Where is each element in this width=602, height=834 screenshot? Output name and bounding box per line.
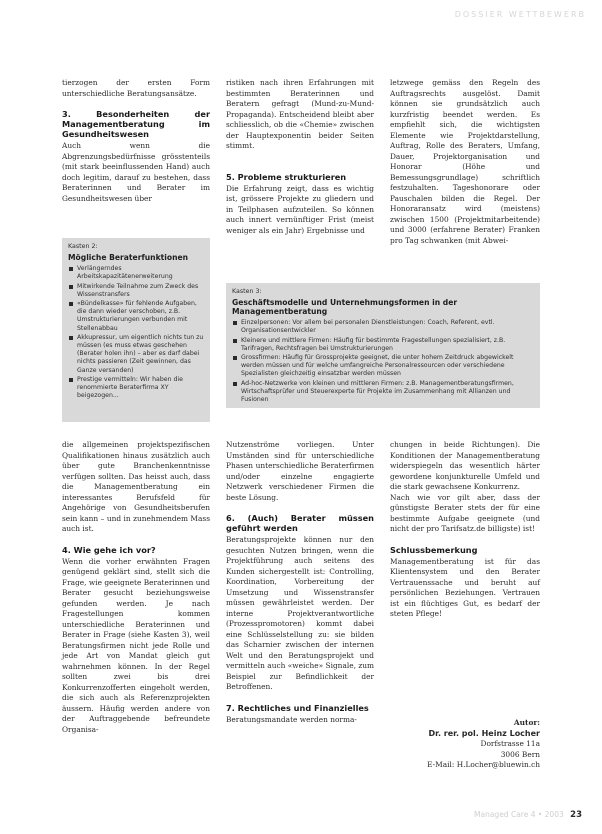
box-3-item: Kleinere und mittlere Firmen: Häufig für bestimmte Fragestellungen spezialisiert, z.B. Tarifragen, Rechtsfragen bei Umstrukturierungen — [232, 337, 534, 353]
author-block — [390, 718, 540, 771]
box-3-item: Grossfirmen: Häufig für Grossprojekte geeignet, die unter hohem Zeitdruck abgewickelt werden müssen und für welche umfangreiche Personalressourcen oder verschiedene Spezialisten gleichzeitig einsatzbar werden müssen — [232, 354, 534, 379]
section-7-heading: 7. Rechtliches und Finanzielles — [226, 702, 369, 713]
section-3-heading: 3. Besonderheiten der Managementberatung im Gesundheitswesen — [62, 109, 210, 139]
col2-top — [226, 78, 374, 236]
box-2-item: Akkupressur, um eigentlich nichts tun zu müssen (es muss etwas geschehen (Berater holen ihn) – aber es darf dabei nichts passieren (Zeit gewinnen, das Ganze versanden) — [68, 334, 204, 375]
box-2 — [62, 238, 210, 422]
col2-para1: ristiken nach ihren Erfahrungen mit bestimmten Beraterinnen und Beratern gefragt (Mund-zu-Mund-Propaganda). Entscheidend bleibt aber schliesslich, ob die «Chemie» zwischen der Hauptexponentin beider Seiten stimmt. — [226, 78, 374, 150]
col2-bottom-para1: Nutzenströme vorliegen. Unter Umständen sind für unterschiedliche Phasen unterschiedliche Beraterfirmen und/oder einzelne engagierte Netzwerk verschiedener Firmen die beste Lösung. — [226, 440, 374, 502]
col3-bottom — [390, 440, 540, 620]
box-2-item: «Bündelkasse» für fehlende Aufgaben, die dann wieder verschoben, z.B. Umstrukturierungen verbunden mit Stellenabbau — [68, 300, 204, 333]
section-4-body: Wenn die vorher erwähnten Fragen genügend geklärt sind, stellt sich die Frage, wie geeignete Beraterinnen und Berater gesucht beziehungsweise gefunden werden. Je nach Fragestellungen kommen unterschiedliche Beraterinnen und Berater in Frage (siehe Kasten 3), weil Beratungsfirmen nicht jede Rolle und jede Art von Mandat gleich gut wahrnehmen können. In der Regel sollten zwei bis drei Konkurrenzofferten eingeholt werden, die sich auch als Referenzprojekten äussern. Häufig werden andere von der Auftraggebende befreundete Organisa- — [62, 556, 210, 734]
box-3-list — [232, 319, 534, 404]
section-7-body: Beratungsmandate werden norma- — [226, 714, 357, 724]
col3-para1: letzwege gemäss den Regeln des Auftragsrechts ausgelöst. Damit können sie grundsätzlich auch kurzfristig beendet werden. Es empfiehlt sich, die wichtigsten Elemente wie Projektdarstellung, Auftrag, Rolle des Beraters, Umfang, Dauer, Projektorganisation und Honorar (Höhe und Bemessungsgrundlage) schriftlich festzuhalten. Tageshonorare oder Pauschalen bilden die Regel. Der Honoraransatz wird (meistens) zwischen 1500 (Projektmitarbeitende) und 3000 (erfahrene Berater) Franken pro Tag schwanken (mit Abwei- — [390, 78, 540, 245]
conclusion-body: Managementberatung ist für das Klientensystem und den Berater Vertrauenssache und beruht auf persönlichen Beziehungen. Vertrauen ist ein flüchtiges Gut, es bedarf der steten Pflege! — [390, 556, 540, 618]
section-3-body: Auch wenn die Abgrenzungsbedürfnisse grösstenteils (mit stark beeinflussenden Hand) auch doch legitim, darauf zu bestehen, dass Beraterinnen und Berater im Gesundheitswesen über — [62, 141, 210, 203]
author-address: Dorfstrasse 11a — [480, 739, 540, 748]
box-3 — [226, 283, 540, 408]
box-2-list — [68, 265, 204, 400]
page-footer — [474, 810, 582, 820]
box-2-title: Mögliche Beraterfunktionen — [68, 253, 189, 263]
box-2-item: Prestige vermitteln: Wir haben die renommierte Beraterfirma XY beigezogen... — [68, 376, 204, 401]
col3-bottom-para2: Nach wie vor gilt aber, dass der günstigste Berater stets der für eine bestimmte Aufgabe geeignete (und nicht der pro Tarifsatz.de billigste) ist! — [390, 492, 540, 533]
author-label: Autor: — [513, 718, 540, 727]
section-6-heading: 6. (Auch) Berater müssen geführt werden — [226, 513, 374, 533]
author-city: 3006 Bern — [500, 749, 540, 759]
running-header: DOSSIER WETTBEWERB — [454, 10, 586, 19]
col1-bottom-para1: die allgemeinen projektspezifischen Qualifikationen hinaus zusätzlich auch über gute Branchenkenntnisse verfügen sollten. Das heisst auch, dass die Managementberatung ein interessantes Berufsfeld für Angehörige von Gesundheitsberufen sein kann – und in zunehmendem Mass auch ist. — [62, 440, 210, 533]
col1-top — [62, 78, 210, 204]
author-email: E-Mail: H.Locher@bluewin.ch — [427, 760, 540, 769]
box-2-item: Mitwirkende Teilnahme zum Zweck des Wissenstransfers — [68, 283, 204, 299]
page-number: 23 — [570, 810, 582, 820]
box-2-label: Kasten 2: — [68, 243, 98, 250]
journal-name: Managed Care 4 • 2003 — [474, 810, 564, 819]
box-2-item: Verlängerndes Arbeitskapazitätenerweiterung — [68, 265, 204, 281]
section-6-body: Beratungsprojekte können nur den gesuchten Nutzen bringen, wenn die Projektführung auch seitens des Kunden sichergestellt ist: Controlling, Koordination, Vorbereitung der Umsetzung und Wissenstransfer müssen gewährleistet werden. Der interne Projektverantwortliche (Prozesspromotoren) kommt dabei eine Schlüsselstellung zu: sie bilden das Scharnier zwischen der internen Welt und den Beratungsprojekt und vermitteln auch «weiche» Signale, zum Beispiel zur Befindlichkeit der Betroffenen. — [226, 535, 374, 691]
box-3-label: Kasten 3: — [232, 288, 262, 295]
section-5-heading: 5. Probleme strukturieren — [226, 171, 347, 182]
col3-bottom-para1: chungen in beide Richtungen). Die Konditionen der Managementberatung widerspiegeln das wesentlich härter gewordene konjunkturelle Umfeld und die stark gewachsene Konkurrenz. — [390, 440, 540, 491]
box-3-item: Einzelpersonen: Vor allem bei personalen Dienstleistungen: Coach, Referent, evtl. Organisationsentwickler — [232, 319, 534, 335]
box-3-item: Ad-hoc-Netzwerke von kleinen und mittleren Firmen: z.B. Managementberatungsfirmen, Wirtschaftsprüfer und Steuerexperte für Projekte im Zusammenhang mit Allianzen und Fusionen — [232, 380, 534, 405]
conclusion-heading: Schlussbemerkung — [390, 544, 478, 555]
col2-bottom — [226, 440, 374, 725]
col1-bottom — [62, 440, 210, 735]
intro-text: tierzogen der ersten Form unterschiedliche Beratungsansätze. — [62, 78, 210, 98]
section-4-heading: 4. Wie gehe ich vor? — [62, 544, 156, 555]
section-5-body: Die Erfahrung zeigt, dass es wichtig ist, grössere Projekte zu gliedern und in Teilphasen aufzuteilen. So können auch innert vernünftiger Frist (meist weniger als ein Jahr) Ergebnisse und — [226, 183, 374, 235]
author-name: Dr. rer. pol. Heinz Locher — [428, 728, 540, 738]
box-3-title: Geschäftsmodelle und Unternehmungsformen in der Managementberatung — [232, 298, 458, 317]
col3-top — [390, 78, 540, 246]
